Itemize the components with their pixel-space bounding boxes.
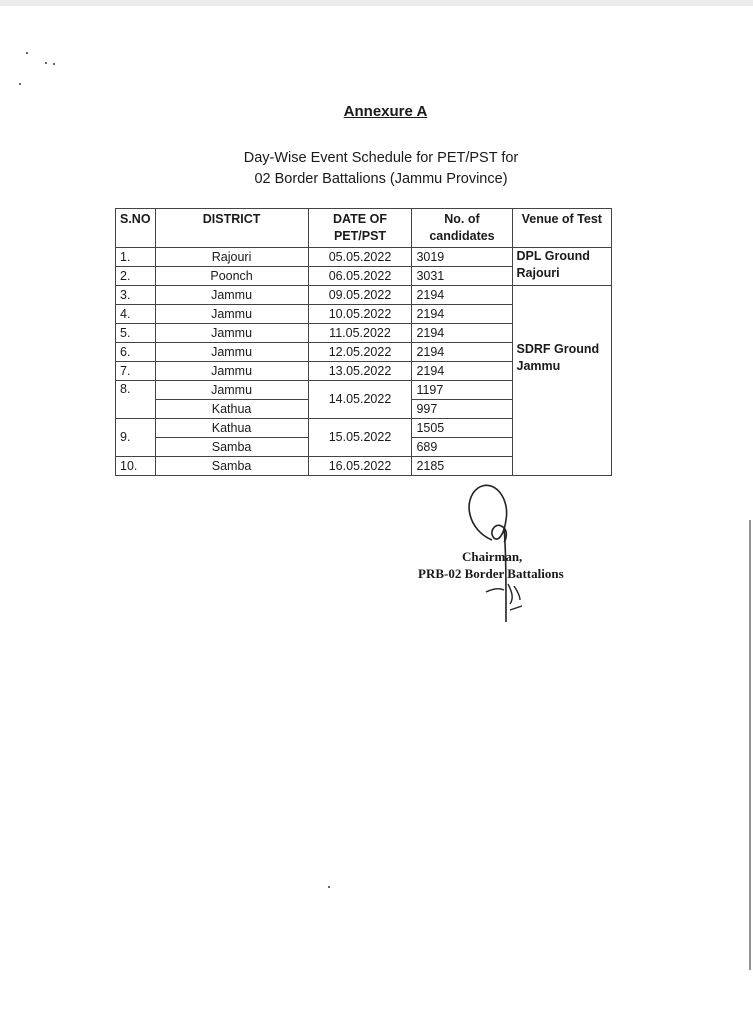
row-district: Samba xyxy=(155,438,308,457)
venue-dpl-line-1: DPL Ground xyxy=(516,249,590,263)
row-district: Jammu xyxy=(155,362,308,381)
row-candidates: 2194 xyxy=(412,343,512,362)
row-district: Samba xyxy=(155,457,308,476)
row-sno: 2. xyxy=(116,267,156,286)
header-venue: Venue of Test xyxy=(512,209,611,248)
header-candidates-line-2: candidates xyxy=(429,229,495,243)
row-district: Jammu xyxy=(155,343,308,362)
signature-title: Chairman, xyxy=(462,549,523,564)
scan-top-border xyxy=(0,0,753,6)
header-date-line-2: PET/PST xyxy=(333,229,387,243)
venue-sdrf-ground xyxy=(512,286,611,476)
row-district: Kathua xyxy=(155,400,308,419)
signature-organization: PRB-02 Border Battalions xyxy=(418,566,564,581)
row-candidates: 1197 xyxy=(412,381,512,400)
header-date-line-1: DATE OF xyxy=(333,212,387,226)
row-date: 09.05.2022 xyxy=(308,286,412,305)
row-sno: 1. xyxy=(116,248,156,267)
row-candidates: 2194 xyxy=(412,305,512,324)
row-date: 11.05.2022 xyxy=(308,324,412,343)
subtitle-line-2: 02 Border Battalions (Jammu Province) xyxy=(254,171,508,187)
table-row xyxy=(116,248,612,267)
scan-speck xyxy=(19,83,21,85)
row-sno: 6. xyxy=(116,343,156,362)
row-sno: 3. xyxy=(116,286,156,305)
row-date: 10.05.2022 xyxy=(308,305,412,324)
venue-sdrf-line-1: SDRF Ground xyxy=(516,342,600,356)
row-sno: 9. xyxy=(116,419,156,457)
document-subtitle xyxy=(0,148,753,190)
table-row xyxy=(116,286,612,305)
row-candidates: 2194 xyxy=(412,324,512,343)
row-district: Jammu xyxy=(155,286,308,305)
row-date: 15.05.2022 xyxy=(308,419,412,457)
document-title: Annexure A xyxy=(343,103,428,120)
row-candidates: 2185 xyxy=(412,457,512,476)
scan-speck xyxy=(328,886,330,888)
row-candidates: 3031 xyxy=(412,267,512,286)
scan-right-edge xyxy=(749,520,751,970)
row-district: Rajouri xyxy=(155,248,308,267)
row-district: Jammu xyxy=(155,381,308,400)
header-candidates-line-1: No. of xyxy=(444,212,480,226)
scan-speck xyxy=(26,52,28,54)
row-district: Jammu xyxy=(155,324,308,343)
table-header-row xyxy=(116,209,612,248)
row-date: 16.05.2022 xyxy=(308,457,412,476)
row-district: Poonch xyxy=(155,267,308,286)
row-date: 12.05.2022 xyxy=(308,343,412,362)
row-candidates: 689 xyxy=(412,438,512,457)
row-date: 06.05.2022 xyxy=(308,267,412,286)
schedule-table xyxy=(115,208,612,476)
row-candidates: 997 xyxy=(412,400,512,419)
row-sno: 7. xyxy=(116,362,156,381)
row-date: 14.05.2022 xyxy=(308,381,412,419)
row-sno: 10. xyxy=(116,457,156,476)
header-candidates xyxy=(412,209,512,248)
header-sno: S.NO xyxy=(116,209,156,248)
row-date: 13.05.2022 xyxy=(308,362,412,381)
venue-dpl-line-2: Rajouri xyxy=(516,266,560,280)
row-district: Kathua xyxy=(155,419,308,438)
scan-speck xyxy=(45,62,47,64)
header-district: DISTRICT xyxy=(155,209,308,248)
venue-dpl-ground xyxy=(512,248,611,286)
row-candidates: 2194 xyxy=(412,362,512,381)
row-candidates: 1505 xyxy=(412,419,512,438)
row-sno: 5. xyxy=(116,324,156,343)
subtitle-line-1: Day-Wise Event Schedule for PET/PST for xyxy=(243,150,519,166)
scan-speck xyxy=(53,63,55,65)
venue-sdrf-line-2: Jammu xyxy=(516,359,561,373)
row-sno: 8. xyxy=(116,381,156,419)
row-district: Jammu xyxy=(155,305,308,324)
row-sno: 4. xyxy=(116,305,156,324)
header-date xyxy=(308,209,412,248)
row-candidates: 3019 xyxy=(412,248,512,267)
row-date: 05.05.2022 xyxy=(308,248,412,267)
row-candidates: 2194 xyxy=(412,286,512,305)
signature-block xyxy=(418,548,564,582)
